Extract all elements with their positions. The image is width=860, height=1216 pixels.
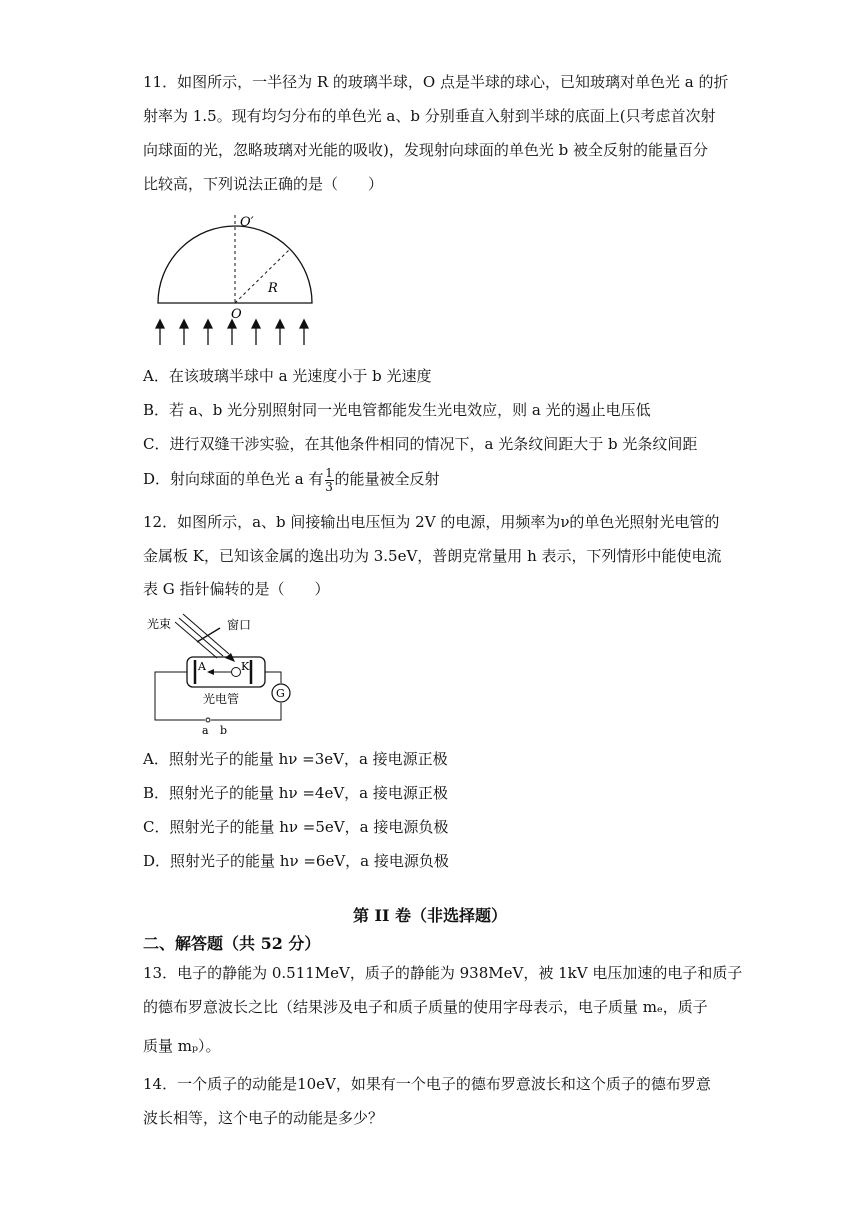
q12-line3: 表 G 指针偏转的是（ ） xyxy=(143,580,330,598)
electron-circle xyxy=(232,668,241,677)
q11-option-d xyxy=(143,466,440,494)
radius-dashed xyxy=(235,249,290,303)
label-terminal-a: a xyxy=(202,724,209,737)
phototube-figure xyxy=(145,612,305,738)
q14-line2: 波长相等，这个电子的动能是多少？ xyxy=(143,1109,384,1127)
q12-option-b: B．照射光子的能量 hν =4eV，a 接电源正极 xyxy=(143,784,448,802)
label-g: G xyxy=(276,687,285,700)
q11-option-a: A．在该玻璃半球中 a 光速度小于 b 光速度 xyxy=(143,367,432,385)
q12-option-c: C．照射光子的能量 hν =5eV，a 接电源负极 xyxy=(143,818,449,836)
q11-line1: 11．如图所示，一半径为 R 的玻璃半球，O 点是半球的球心，已知玻璃对单色光 a 的折 xyxy=(143,73,729,91)
incident-arrows xyxy=(156,320,308,345)
fraction-one-third xyxy=(325,467,334,494)
hemisphere-figure xyxy=(150,210,320,350)
q11-option-d-prefix: D．射向球面的单色光 a 有 xyxy=(143,470,324,488)
q13-line1: 13．电子的静能为 0.511MeV，质子的静能为 938MeV，被 1kV 电压加速的电子和质子 xyxy=(143,964,743,982)
label-r: R xyxy=(268,281,278,296)
beam-line-2 xyxy=(179,618,223,656)
q12-option-a: A．照射光子的能量 hν =3eV，a 接电源正极 xyxy=(143,750,448,768)
label-terminal-b: b xyxy=(220,724,228,737)
q12-line2: 金属板 K，已知该金属的逸出功为 3.5eV，普朗克常量用 h 表示，下列情形中能使电流 xyxy=(143,547,722,565)
q12-line1: 12．如图所示，a、b 间接输出电压恒为 2V 的电源，用频率为ν的单色光照射光电管的 xyxy=(143,513,720,531)
label-phototube: 光电管 xyxy=(203,692,240,706)
q12-option-d: D．照射光子的能量 hν =6eV，a 接电源负极 xyxy=(143,852,449,870)
electron-arrowhead xyxy=(207,669,214,675)
label-beam: 光束 xyxy=(147,617,172,631)
q11-line4: 比较高，下列说法正确的是（ ） xyxy=(143,175,384,193)
q11-line3: 向球面的光，忽略玻璃对光能的吸收)，发现射向球面的单色光 b 被全反射的能量百分 xyxy=(143,141,708,159)
terminal-a xyxy=(206,718,210,722)
q11-line2: 射率为 1.5。现有均匀分布的单色光 a、b 分别垂直入射到半球的底面上(只考虑首次射 xyxy=(143,107,716,125)
q13-line2: 的德布罗意波长之比（结果涉及电子和质子质量的使用字母表示，电子质量 mₑ，质子 xyxy=(143,998,708,1016)
q13-line3: 质量 mₚ）。 xyxy=(143,1037,221,1055)
fraction-denominator: 3 xyxy=(325,479,333,494)
q11-option-c: C．进行双缝干涉实验，在其他条件相同的情况下，a 光条纹间距大于 b 光条纹间距 xyxy=(143,435,698,453)
q11-option-d-suffix: 的能量被全反射 xyxy=(334,470,440,488)
label-window: 窗口 xyxy=(227,618,252,632)
fraction-numerator: 1 xyxy=(325,465,333,480)
label-k-plate: K xyxy=(241,660,250,673)
label-o: O xyxy=(231,307,242,322)
window-stroke xyxy=(197,628,220,642)
beam-line-1 xyxy=(175,622,217,658)
q14-line1: 14．一个质子的动能是10eV，如果有一个电子的德布罗意波长和这个质子的德布罗意 xyxy=(143,1075,711,1093)
label-a-plate: A xyxy=(198,660,206,673)
label-o-prime: O′ xyxy=(240,215,254,230)
q11-option-b: B．若 a、b 光分别照射同一光电管都能发生光电效应，则 a 光的遏止电压低 xyxy=(143,401,651,419)
section-heading: 二、解答题（共 52 分） xyxy=(143,934,321,953)
part2-title: 第 II 卷（非选择题） xyxy=(352,906,508,925)
